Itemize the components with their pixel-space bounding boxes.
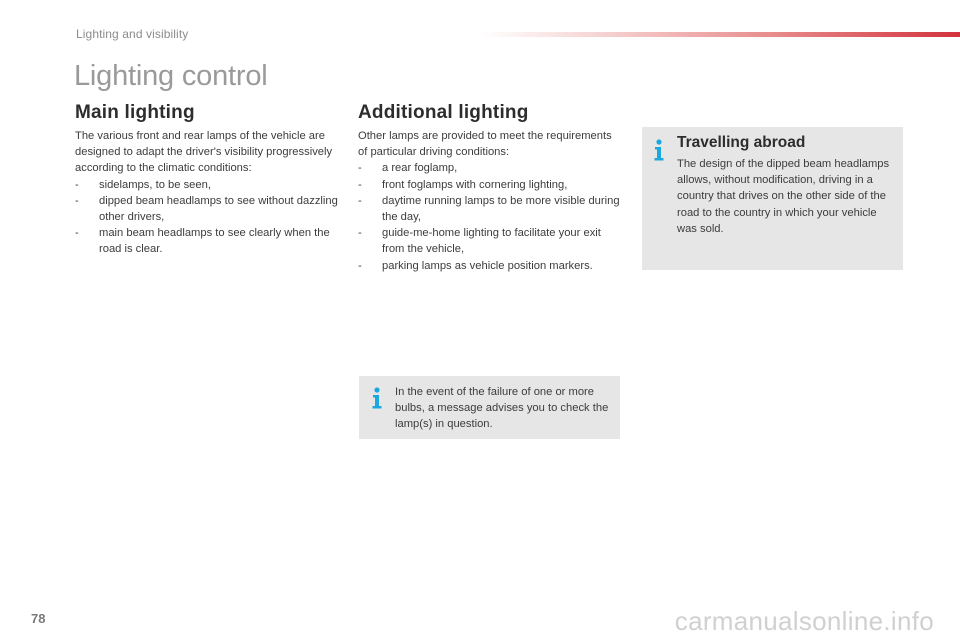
- list-item-text: daytime running lamps to be more visible during the day,: [382, 194, 620, 224]
- list-dash: -: [358, 178, 362, 191]
- running-head: Lighting and visibility: [76, 27, 189, 41]
- list-dash: -: [358, 227, 362, 240]
- main-lighting-list: [75, 177, 340, 258]
- additional-lighting-heading: Additional lighting: [358, 102, 529, 123]
- list-item-text: dipped beam headlamps to see without dazzling other drivers,: [99, 194, 338, 224]
- list-dash: -: [358, 259, 362, 272]
- additional-lighting-intro: Other lamps are provided to meet the requirements of particular driving conditions:: [358, 130, 612, 159]
- list-item: [75, 177, 340, 193]
- additional-lighting-body: [358, 128, 623, 274]
- list-item: [358, 160, 623, 176]
- list-item: [358, 258, 623, 274]
- list-item-text: sidelamps, to be seen,: [99, 178, 211, 191]
- list-item-text: a rear foglamp,: [382, 162, 458, 175]
- list-item-text: guide-me-home lighting to facilitate your exit from the vehicle,: [382, 227, 601, 256]
- bulb-failure-text: In the event of the failure of one or more bulbs, a message advises you to check the lamp(s) in question.: [395, 386, 609, 431]
- page-number: 78: [31, 611, 46, 626]
- page-title: Lighting control: [74, 60, 268, 92]
- list-item-text: main beam headlamps to see clearly when the road is clear.: [99, 227, 330, 256]
- list-item: [358, 193, 623, 225]
- watermark: carmanualsonline.info: [674, 606, 934, 636]
- list-dash: -: [75, 178, 79, 191]
- main-lighting-body: [75, 128, 340, 258]
- additional-lighting-list: [358, 160, 623, 273]
- list-item: [358, 177, 623, 193]
- list-dash: -: [358, 194, 362, 207]
- main-lighting-heading: Main lighting: [75, 102, 195, 123]
- info-icon: [652, 139, 666, 161]
- list-dash: -: [358, 162, 362, 175]
- travelling-abroad-text: The design of the dipped beam headlamps allows, without modification, driving in a country that drives on the other side of the road to the country in which your vehicle was sold.: [677, 158, 890, 235]
- travelling-abroad-title: Travelling abroad: [677, 134, 806, 151]
- list-item-text: parking lamps as vehicle position markers.: [382, 259, 593, 272]
- header-gradient-rule: [480, 32, 960, 37]
- list-dash: -: [75, 227, 79, 240]
- list-item-text: front foglamps with cornering lighting,: [382, 178, 568, 191]
- info-icon: [370, 387, 384, 409]
- bulb-failure-box: [359, 376, 620, 439]
- list-item: [75, 225, 340, 257]
- list-item: [358, 225, 623, 257]
- list-dash: -: [75, 194, 79, 207]
- list-item: [75, 193, 340, 225]
- travelling-abroad-box: [642, 127, 903, 270]
- main-lighting-intro: The various front and rear lamps of the vehicle are designed to adapt the driver's visibility progressively according to the climatic conditions:: [75, 130, 333, 175]
